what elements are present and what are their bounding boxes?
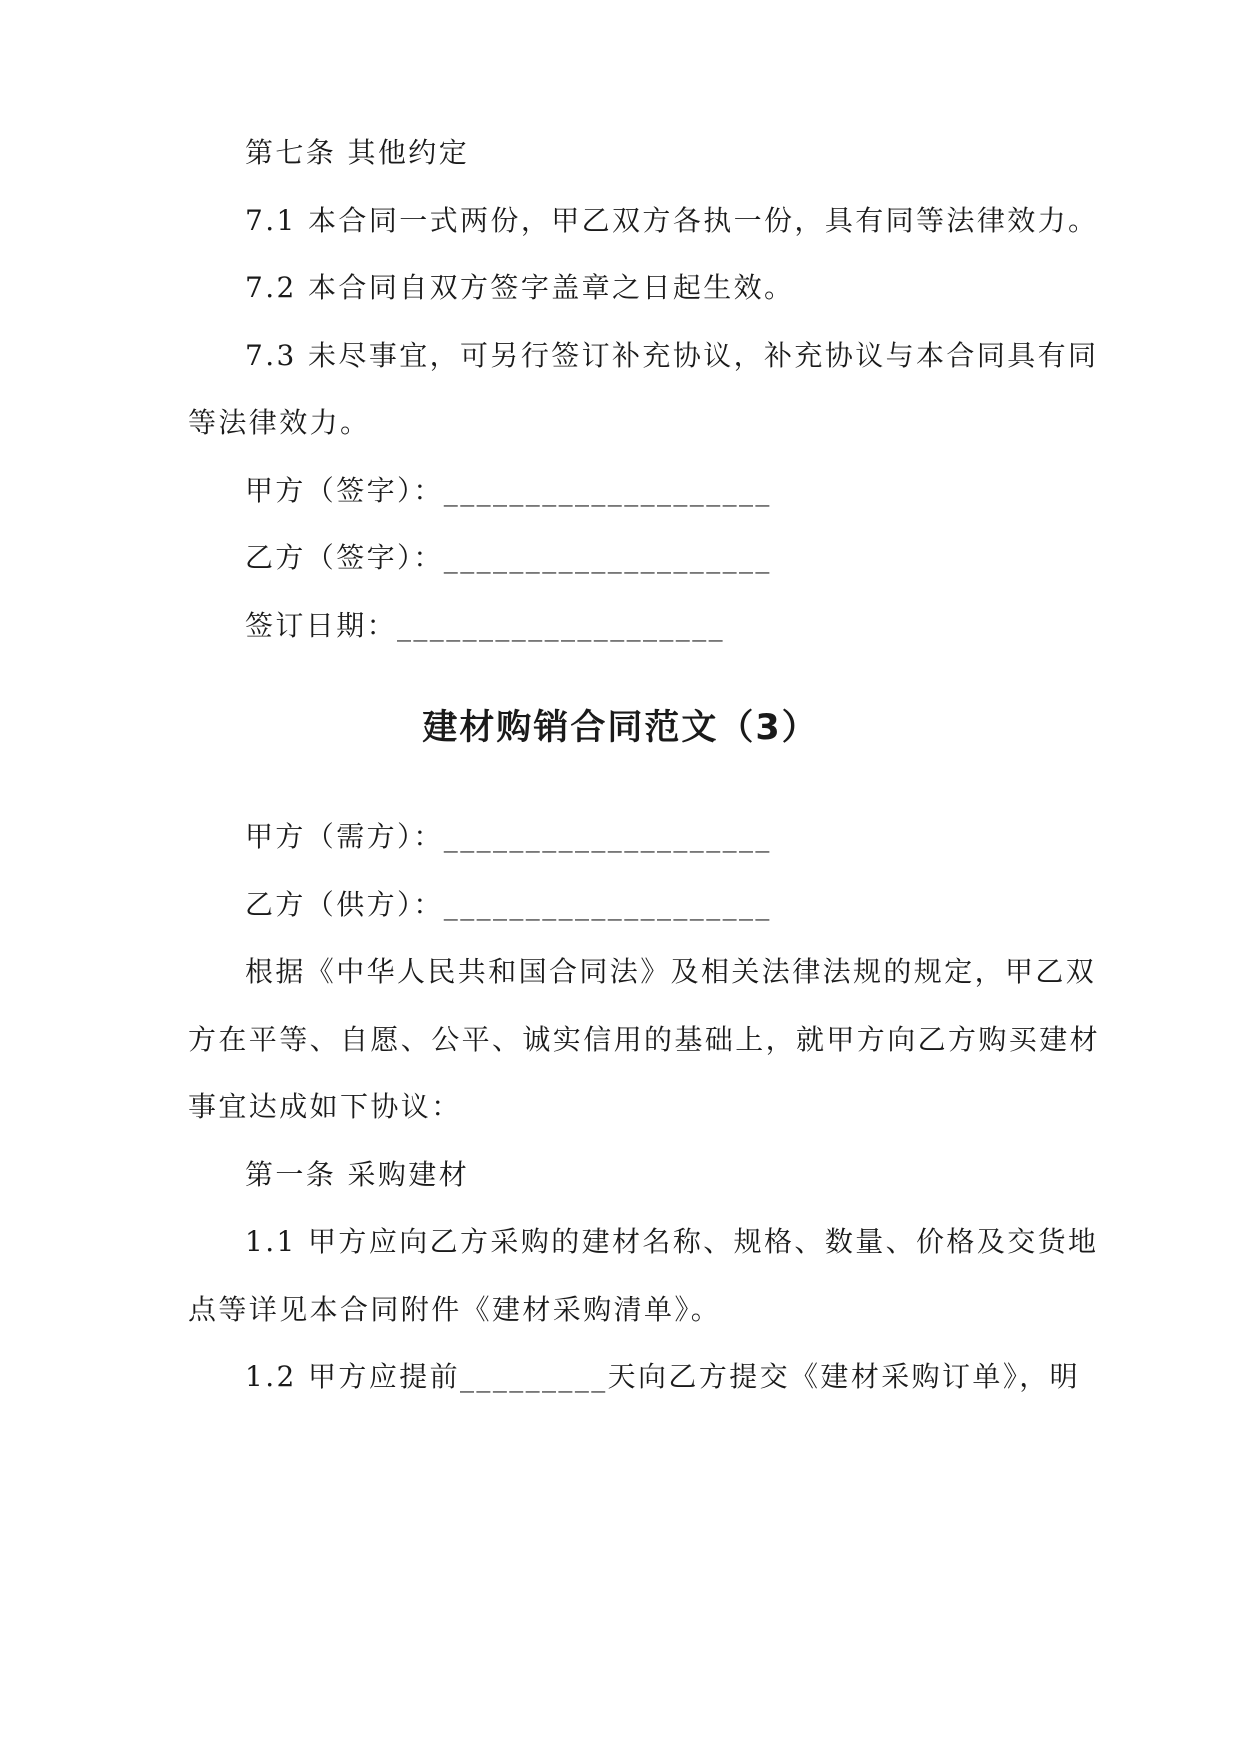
preamble-line-3: 事宜达成如下协议： — [188, 1090, 462, 1123]
contract-title: 建材购销合同范文（3） — [422, 708, 819, 748]
signing-date: 签订日期：____________________ — [245, 609, 726, 642]
preamble-line-1: 根据《中华人民共和国合同法》及相关法律法规的规定，甲乙双 — [245, 955, 1097, 988]
clause-1-2-line-1: 1.2 甲方应提前_________天向乙方提交《建材采购订单》，明 — [245, 1360, 1081, 1393]
clause-7-1: 7.1 本合同一式两份，甲乙双方各执一份，具有同等法律效力。 — [245, 204, 1099, 237]
clause-7-2: 7.2 本合同自双方签字盖章之日起生效。 — [245, 271, 795, 304]
party-a-buyer: 甲方（需方）：____________________ — [245, 820, 772, 853]
party-b-signature: 乙方（签字）：____________________ — [245, 541, 772, 574]
article-7-heading: 第七条 其他约定 — [245, 136, 470, 169]
clause-7-3-line-1: 7.3 未尽事宜，可另行签订补充协议，补充协议与本合同具有同 — [245, 339, 1099, 372]
party-b-supplier: 乙方（供方）：____________________ — [245, 888, 772, 921]
clause-1-1-line-1: 1.1 甲方应向乙方采购的建材名称、规格、数量、价格及交货地 — [245, 1225, 1099, 1258]
clause-1-1-line-2: 点等详见本合同附件《建材采购清单》。 — [188, 1293, 722, 1326]
article-1-heading: 第一条 采购建材 — [245, 1158, 470, 1191]
party-a-signature: 甲方（签字）：____________________ — [245, 474, 772, 507]
preamble-line-2: 方在平等、自愿、公平、诚实信用的基础上，就甲方向乙方购买建材 — [188, 1023, 1101, 1056]
clause-7-3-line-2: 等法律效力。 — [188, 406, 371, 439]
